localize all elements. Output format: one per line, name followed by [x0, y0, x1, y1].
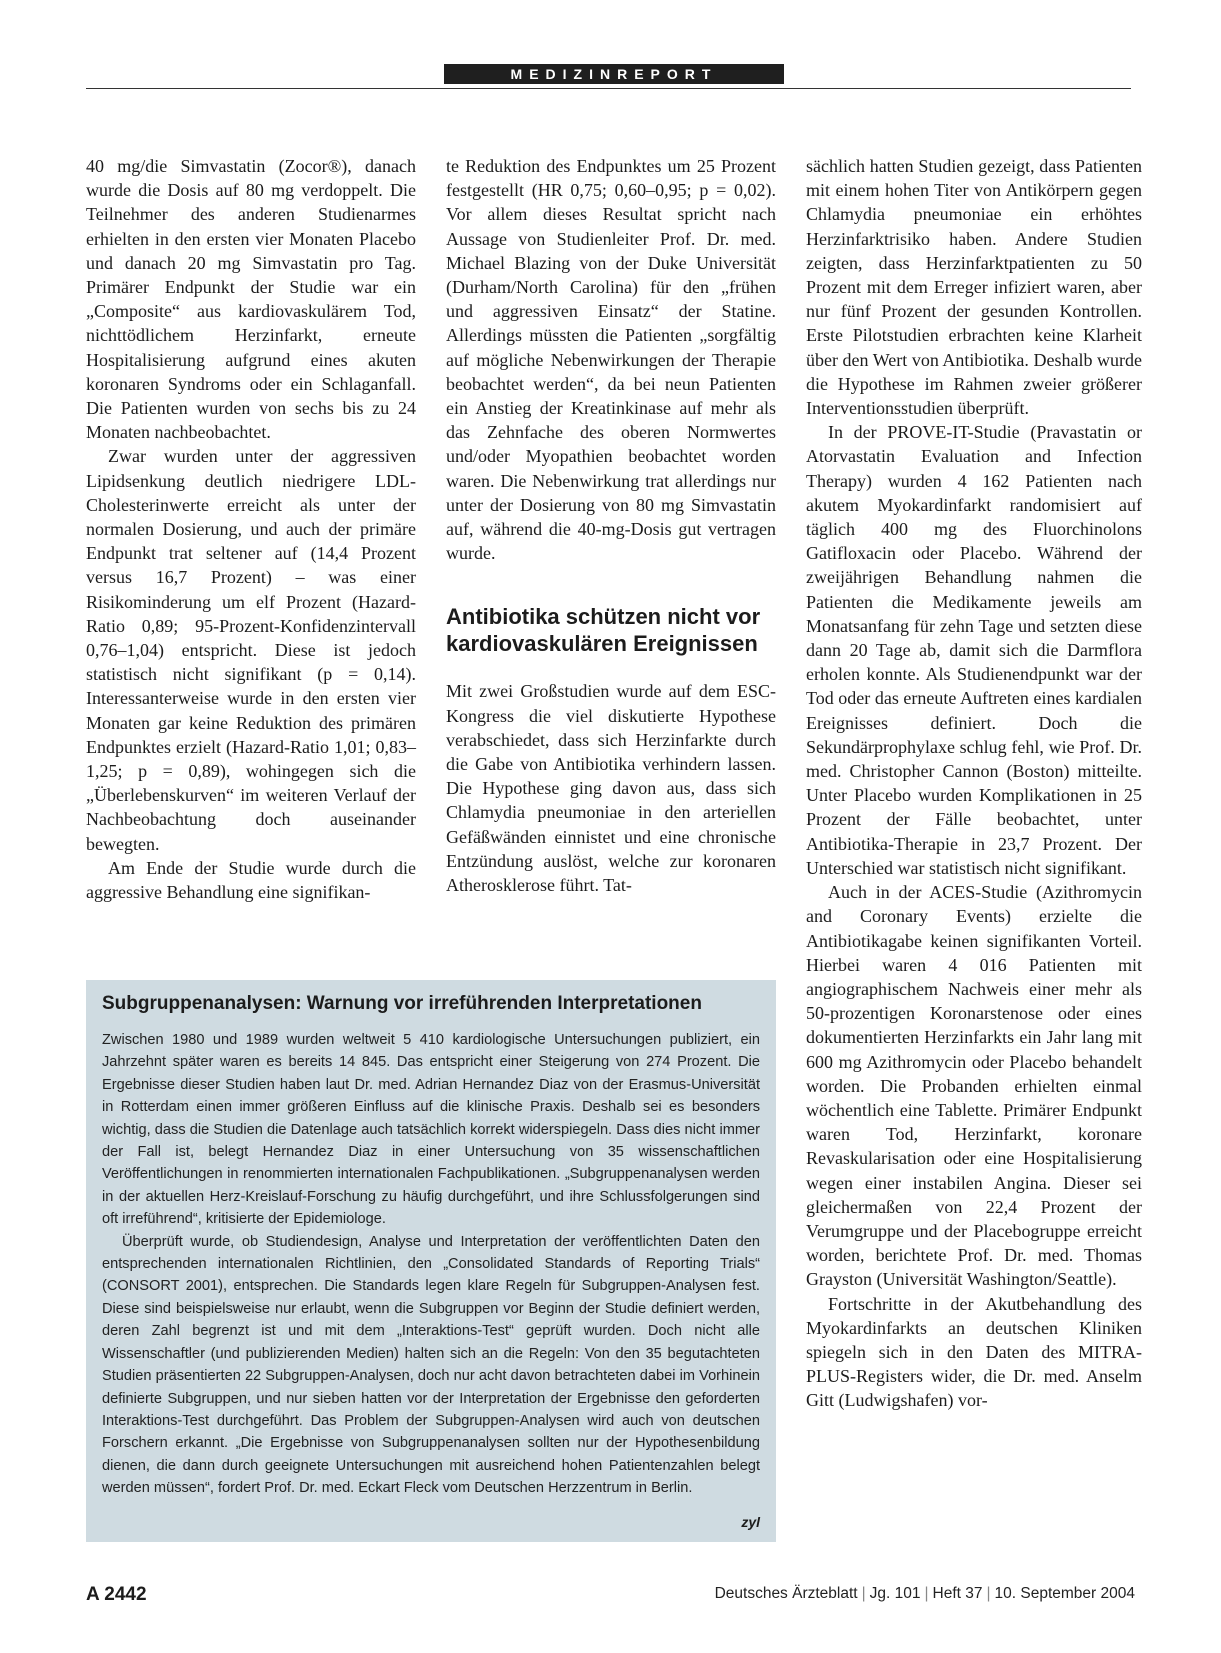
journal-date: 10. September 2004: [994, 1585, 1135, 1602]
section-heading: Antibiotika schützen nicht vor kardiovaskulären Ereignissen: [446, 604, 761, 657]
journal-name: Deutsches Ärzteblatt: [714, 1585, 858, 1602]
paragraph: te Reduktion des Endpunktes um 25 Prozent festgestellt (HR 0,75; 0,60–0,95; p = 0,02). Vor allem dieses Resultat spricht nach Aussage von Studienleiter Prof. Dr. med. Michael Blazing von der Duke Universität (Durham/North Carolina) für den „frühen und aggressiven Einsatz“ der Statine. Allerdings müssten die Patienten „sorgfältig auf mögliche Nebenwirkungen der Therapie beobachtet werden“, da bei neun Patienten ein Anstieg der Kreatinkinase auf mehr als das Zehnfache des oberen Normwertes und/oder Myopathien beobachtet worden waren. Die Nebenwirkung trat allerdings nur unter der Dosierung von 80 mg Simvastatin auf, während die 40-mg-Dosis gut vertragen wurde.: [446, 156, 776, 564]
info-box-title: Subgruppenanalysen: Warnung vor irreführenden Interpretationen: [102, 993, 702, 1014]
info-box-paragraph: Zwischen 1980 und 1989 wurden weltweit 5 410 kardiologische Untersuchungen publiziert, ein Jahrzehnt später waren es bereits 14 845. Das entspricht einer Steigerung von 274 Prozent. Die Ergebnisse dieser Studien haben laut Dr. med. Adrian Hernandez Diaz von der Erasmus-Universität in Rotterdam einen immer größeren Einfluss auf die klinische Praxis. Deshalb sei es besonders wichtig, dass die Studien die Datenlage auch tatsächlich korrekt widerspiegeln. Dass dies nicht immer der Fall ist, belegt Hernandez Diaz in einer Untersuchung von 35 wissenschaftlichen Veröffentlichungen in renommierten internationalen Fachpublikationen. „Subgruppenanalysen werden in der aktuellen Herz-Kreislauf-Forschung zu häufig durchgeführt, und ihre Schlussfolgerungen sind oft irreführend“, kritisierte der Epidemiologe.: [102, 1032, 760, 1228]
info-box-paragraph: Überprüft wurde, ob Studiendesign, Analyse und Interpretation der veröffentlichten Daten den entsprechenden internationalen Richtlinien, den „Consolidated Standards of Reporting Trials“ (CONSORT 2001), entsprechen. Die Standards legen klare Regeln für Subgruppen-Analysen fest. Diese sind beispielsweise nur erlaubt, wenn die Subgruppen vor Beginn der Studie definiert werden, deren Zahl begrenzt ist und mit dem „Interaktions-Test“ geprüft wurden. Doch nicht alle Wissenschaftler (und publizierenden Medien) halten sich an die Regeln: Von den 35 begutachteten Studien präsentierten 22 Subgruppen-Analysen, doch nur acht davon betrachteten dabei im Vorhinein definierte Subgruppen, und nur sieben hatten vor der Interpretation der Ergebnisse den geforderten Interaktions-Test durchgeführt. Das Problem der Subgruppen-Analysen wird auch von deutschen Forschern erkannt. „Die Ergebnisse von Subgruppenanalysen sollten nur der Hypothesenbildung dienen, die dann durch geeignete Untersuchungen mit ausreichend hohen Patientenzahlen belegt werden müssen“, fordert Prof. Dr. med. Eckart Fleck vom Deutschen Herzzentrum in Berlin.: [102, 1233, 760, 1497]
section-tag: MEDIZINREPORT: [444, 64, 784, 84]
text-column-3: [806, 154, 1142, 1413]
page-number: A 2442: [86, 1584, 147, 1605]
journal-volume: Jg. 101: [869, 1585, 921, 1602]
paragraph: In der PROVE-IT-Studie (Pravastatin or Atorvastatin Evaluation and Infection Therapy) wurden 4 162 Patienten nach akutem Myokardinfarkt randomisiert auf täglich 400 mg des Fluorchinolons Gatifloxacin oder Placebo. Während der zweijährigen Behandlung nahmen die Patienten die Medikamente jeweils am Monatsanfang für zehn Tage und setzten diese dann 20 Tage ab, damit sich die Darmflora erholen konnte. Als Studienendpunkt war der Tod oder das erneute Auftreten eines kardialen Ereignisses definiert. Doch die Sekundärprophylaxe schlug fehl, wie Prof. Dr. med. Christopher Cannon (Boston) mitteilte. Unter Placebo wurden Komplikationen in 25 Prozent der Fälle beobachtet, unter Antibiotika-Therapie in 23,7 Prozent. Der Unterschied war statistisch nicht signifikant.: [806, 422, 1142, 878]
paragraph: 40 mg/die Simvastatin (Zocor®), danach wurde die Dosis auf 80 mg verdoppelt. Die Teilnehmer des anderen Studienarmes erhielten in den ersten vier Monaten Placebo und danach 20 mg Simvastatin pro Tag. Primärer Endpunkt der Studie war ein „Composite“ aus kardiovaskulärem Tod, nichttödlichem Herzinfarkt, erneute Hospitalisierung aufgrund eines akuten koronaren Syndroms oder ein Schlaganfall. Die Patienten wurden von sechs bis zu 24 Monaten nachbeobachtet.: [86, 156, 416, 443]
text-column-1: [86, 154, 416, 904]
text-column-2: [446, 154, 776, 897]
journal-citation: Deutsches Ärzteblatt | Jg. 101 | Heft 37 | 10. September 2004: [714, 1585, 1135, 1602]
paragraph: Zwar wurden unter der aggressiven Lipidsenkung deutlich niedrigere LDL-Cholesterinwerte erreicht als unter der normalen Dosierung, und auch der primäre Endpunkt trat seltener auf (14,4 Prozent versus 16,7 Prozent) – was einer Risikominderung um elf Prozent (Hazard-Ratio 0,89; 95-Prozent-Konfidenzintervall 0,76–1,04) entspricht. Diese ist jedoch statistisch nicht signifikant (p = 0,14). Interessanterweise wurde in den ersten vier Monaten gar keine Reduktion des primären Endpunktes erzielt (Hazard-Ratio 1,01; 0,83–1,25; p = 0,89), wohingegen sich die „Überlebenskurven“ im weiteren Verlauf der Nachbeobachtung doch auseinander bewegten.: [86, 446, 416, 854]
paragraph: Mit zwei Großstudien wurde auf dem ESC-Kongress die viel diskutierte Hypothese verabschiedet, dass sich Herzinfarkte durch die Gabe von Antibiotika verhindern lassen. Die Hypothese ging davon aus, dass sich Chlamydia pneumoniae in den arteriellen Gefäßwänden einnistet und eine chronische Entzündung auslöst, welche zur koronaren Atherosklerose führt. Tat-: [446, 681, 776, 896]
paragraph: sächlich hatten Studien gezeigt, dass Patienten mit einem hohen Titer von Antikörpern gegen Chlamydia pneumoniae ein erhöhtes Herzinfarktrisiko haben. Andere Studien zeigten, dass Herzinfarktpatienten zu 50 Prozent mit dem Erreger infiziert waren, aber nur fünf Prozent der gesunden Kontrollen. Erste Pilotstudien erbrachten keine Klarheit über den Wert von Antibiotika. Deshalb wurde die Hypothese im Rahmen zweier größerer Interventionsstudien überprüft.: [806, 156, 1142, 419]
journal-issue: Heft 37: [932, 1585, 983, 1602]
paragraph: Auch in der ACES-Studie (Azithromycin and Coronary Events) erzielte die Antibiotikagabe keinen signifikanten Vorteil. Hierbei waren 4 016 Patienten mit angiographischem Nachweis einer mehr als 50-prozentigen Koronarstenose oder eines dokumentierten Herzinfarkts ein Jahr lang mit 600 mg Azithromycin oder Placebo behandelt worden. Die Probanden erhielten einmal wöchentlich eine Tablette. Primärer Endpunkt waren Tod, Herzinfarkt, koronare Revaskularisation oder eine Hospitalisierung wegen einer instabilen Angina. Dieser sei gleichermaßen von 22,4 Prozent der Verumgruppe und der Placebogruppe erreicht worden, berichtete Prof. Dr. med. Thomas Grayston (Universität Washington/Seattle).: [806, 882, 1142, 1290]
page-header: [86, 60, 1131, 89]
paragraph: Fortschritte in der Akutbehandlung des Myokardinfarkts an deutschen Kliniken spiegeln sich in den Daten des MITRA-PLUS-Registers wider, die Dr. med. Anselm Gitt (Ludwigshafen) vor-: [806, 1293, 1142, 1411]
author-initials: zyl: [741, 1514, 760, 1530]
paragraph: Am Ende der Studie wurde durch die aggressive Behandlung eine signifikan-: [86, 857, 416, 903]
info-box: [86, 980, 776, 1542]
